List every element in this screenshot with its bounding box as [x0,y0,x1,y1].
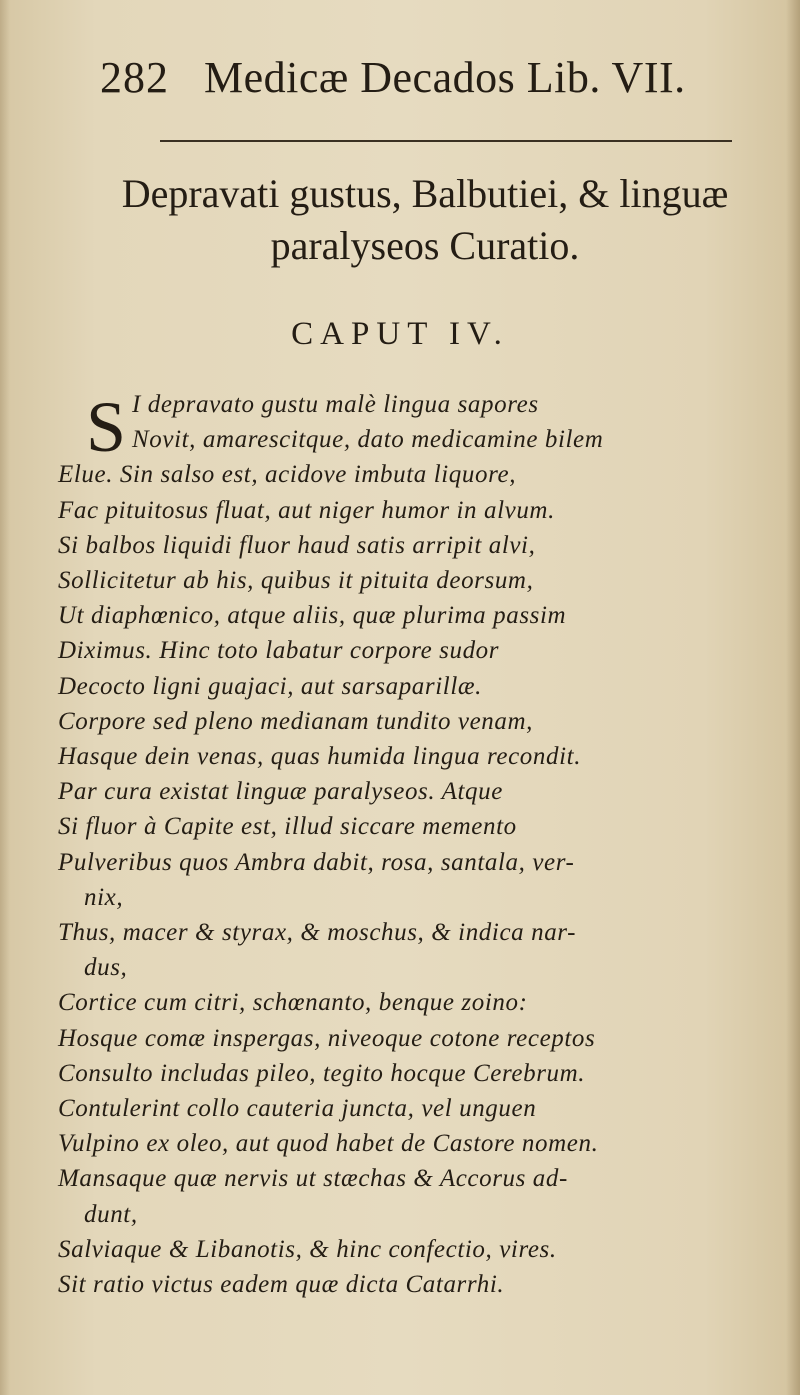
verse-line-continuation: dunt, [84,1200,138,1228]
verse-line: Elue. Sin salso est, acidove imbuta liquore, [58,461,517,489]
page-edge-shadow [786,0,800,1395]
verse-line: Vulpino ex oleo, aut quod habet de Castore nomen. [58,1130,599,1158]
verse-line: Sit ratio victus eadem quæ dicta Catarrhi. [58,1271,505,1299]
verse-line: Corpore sed pleno medianam tundito venam, [58,707,534,735]
drop-cap: S [86,387,127,467]
verse-line: Hasque dein venas, quas humida lingua recondit. [58,743,582,771]
verse-line: Contulerint collo cauteria juncta, vel unguen [58,1095,537,1123]
heading-line-1: Depravati gustus, Balbutiei, & linguæ [121,171,729,216]
verse-text [58,387,758,1302]
verse-line: Hosque comæ inspergas, niveoque cotone receptos [58,1024,596,1052]
header-rule [160,140,732,142]
chapter-number: CAPUT IV. [291,316,509,352]
page-number: 282 [100,53,169,102]
verse-line: Sollicitetur ab his, quibus it pituita deorsum, [58,567,534,595]
verse-line-continuation: nix, [84,883,124,911]
verse-line: Fac pituitosus fluat, aut niger humor in alvum. [58,496,555,524]
running-title: Medicæ Decados Lib. VII. [204,53,686,102]
chapter-heading [90,168,760,272]
verse-line: Ut diaphœnico, atque aliis, quæ plurima passim [58,602,567,630]
page-gutter-shadow [0,0,10,1395]
verse-line: Thus, macer & styrax, & moschus, & indica nar- [58,919,577,947]
running-head [100,52,740,112]
verse-line: Diximus. Hinc toto labatur corpore sudor [58,637,500,665]
verse-line: Si balbos liquidi fluor haud satis arripit alvi, [58,531,536,559]
verse-line: Salviaque & Libanotis, & hinc confectio, vires. [58,1235,557,1263]
verse-line: I depravato gustu malè lingua sapores [132,391,539,418]
verse-line: Si fluor à Capite est, illud siccare memento [58,813,517,841]
verse-line: Par cura existat linguæ paralyseos. Atque [58,778,503,806]
verse-line: Novit, amarescitque, dato medicamine bilem [132,426,604,454]
verse-line-continuation: dus, [84,954,128,982]
verse-line: Pulveribus quos Ambra dabit, rosa, santala, ver- [58,848,575,876]
heading-line-2: paralyseos Curatio. [270,223,580,268]
verse-line: Cortice cum citri, schœnanto, benque zoino: [58,989,528,1017]
verse-line: Mansaque quæ nervis ut stæchas & Accorus ad- [58,1165,568,1193]
verse-line: Decocto ligni guajaci, aut sarsaparillæ. [58,672,482,700]
verse-line: Consulto includas pileo, tegito hocque Cerebrum. [58,1059,586,1087]
